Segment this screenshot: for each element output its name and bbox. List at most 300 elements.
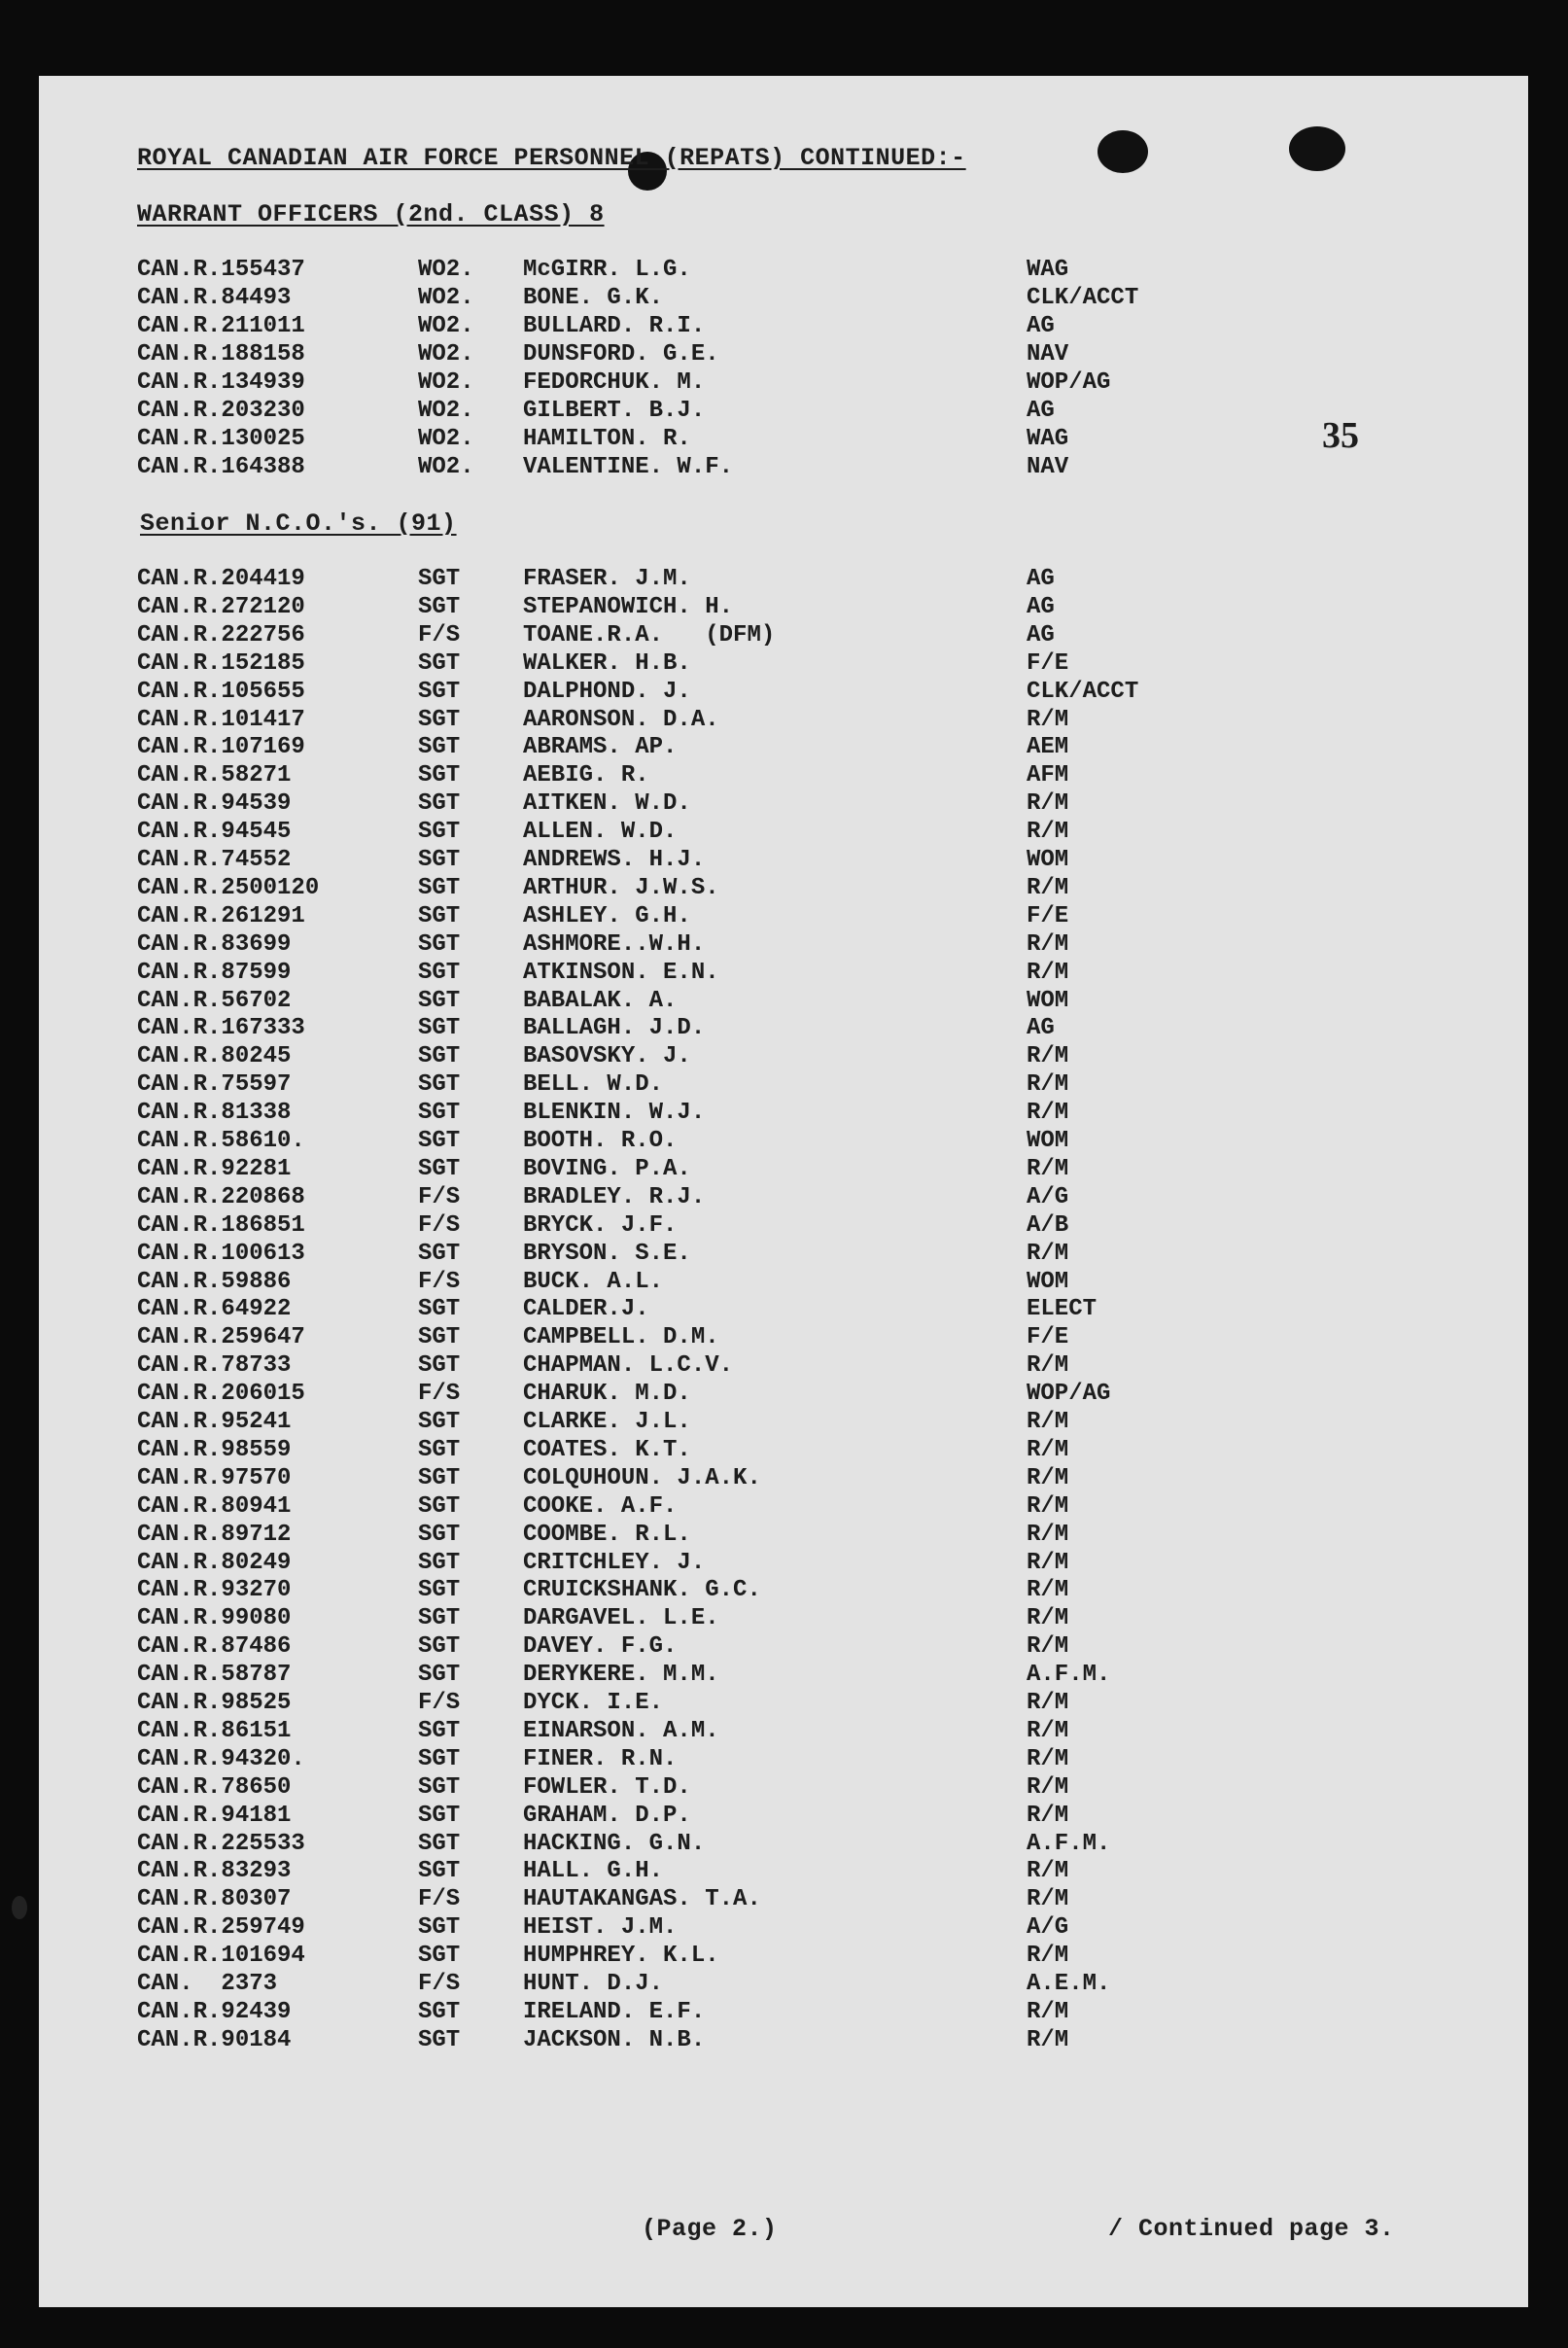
name: AARONSON. D.A.	[523, 706, 719, 733]
name: HAUTAKANGAS. T.A.	[523, 1886, 761, 1913]
personnel-row	[39, 313, 1528, 341]
rank: SGT	[418, 1521, 461, 1548]
name: IRELAND. E.F.	[523, 1998, 706, 2025]
rank: SGT	[418, 1773, 461, 1801]
rank: SGT	[418, 762, 461, 789]
service-number: CAN.R.204419	[137, 566, 305, 592]
name: HUNT. D.J.	[523, 1971, 664, 1997]
service-number: CAN.R.83699	[137, 930, 292, 958]
personnel-row	[39, 398, 1528, 426]
name: BULLARD. R.I.	[523, 313, 706, 339]
service-number: CAN.R.100613	[137, 1240, 305, 1267]
name: CRITCHLEY. J.	[523, 1549, 706, 1576]
name: FEDORCHUK. M.	[523, 369, 706, 396]
name: HUMPHREY. K.L.	[523, 1943, 719, 1970]
personnel-row	[39, 1746, 1528, 1774]
name: COOKE. A.F.	[523, 1492, 678, 1520]
personnel-row	[39, 1015, 1528, 1043]
name: BLENKIN. W.J.	[523, 1100, 706, 1127]
trade: NAV	[1027, 454, 1069, 480]
trade: R/M	[1027, 1409, 1069, 1435]
name: DARGAVEL. L.E.	[523, 1605, 719, 1632]
rank: F/S	[418, 1971, 461, 1997]
name: BUCK. A.L.	[523, 1268, 664, 1295]
rank: SGT	[418, 1943, 461, 1970]
trade: R/M	[1027, 1071, 1069, 1099]
name: ANDREWS. H.J.	[523, 847, 706, 873]
rank: SGT	[418, 1914, 461, 1942]
service-number: CAN.R.80941	[137, 1492, 292, 1520]
trade: CLK/ACCT	[1027, 285, 1139, 311]
personnel-row	[39, 790, 1528, 819]
handwritten-page-number: 35	[1322, 415, 1359, 456]
service-number: CAN.R.211011	[137, 313, 305, 339]
rank: SGT	[418, 734, 461, 761]
personnel-row	[39, 1100, 1528, 1128]
service-number: CAN.R.152185	[137, 649, 305, 677]
trade: WOM	[1027, 847, 1069, 873]
rank: F/S	[418, 1886, 461, 1913]
rank: SGT	[418, 1633, 461, 1661]
rank: WO2.	[418, 426, 474, 452]
trade: AG	[1027, 593, 1055, 620]
service-number: CAN.R.59886	[137, 1268, 292, 1295]
service-number: CAN.R.261291	[137, 902, 305, 929]
personnel-row	[39, 1437, 1528, 1465]
personnel-row	[39, 426, 1528, 454]
rank: SGT	[418, 678, 461, 705]
name: FINER. R.N.	[523, 1745, 678, 1772]
service-number: CAN.R.167333	[137, 1015, 305, 1042]
personnel-row	[39, 1043, 1528, 1071]
personnel-row	[39, 679, 1528, 707]
service-number: CAN.R.64922	[137, 1296, 292, 1323]
rank: SGT	[418, 874, 461, 901]
rank: SGT	[418, 1998, 461, 2025]
name: BELL. W.D.	[523, 1071, 664, 1099]
name: HAMILTON. R.	[523, 426, 691, 452]
trade: A/G	[1027, 1183, 1069, 1210]
trade: AG	[1027, 313, 1055, 339]
personnel-row	[39, 1831, 1528, 1859]
personnel-row	[39, 1352, 1528, 1381]
rank: SGT	[418, 649, 461, 677]
trade: R/M	[1027, 1858, 1069, 1885]
service-number: CAN.R.87486	[137, 1633, 292, 1661]
personnel-row	[39, 819, 1528, 847]
name: BRYCK. J.F.	[523, 1211, 678, 1239]
personnel-row	[39, 454, 1528, 482]
name: DERYKERE. M.M.	[523, 1662, 719, 1689]
trade: R/M	[1027, 1605, 1069, 1632]
name: BASOVSKY. J.	[523, 1043, 691, 1070]
personnel-row	[39, 1858, 1528, 1886]
personnel-row	[39, 566, 1528, 594]
name: FOWLER. T.D.	[523, 1773, 691, 1801]
personnel-row	[39, 1409, 1528, 1437]
trade: F/E	[1027, 1324, 1069, 1351]
service-number: CAN.R.78650	[137, 1773, 292, 1801]
service-number: CAN.R.94320.	[137, 1745, 305, 1772]
trade: R/M	[1027, 1998, 1069, 2025]
personnel-row	[39, 960, 1528, 988]
name: AEBIG. R.	[523, 762, 649, 789]
name: ASHMORE..W.H.	[523, 930, 706, 958]
rank: SGT	[418, 1858, 461, 1885]
name: ARTHUR. J.W.S.	[523, 874, 719, 901]
rank: SGT	[418, 790, 461, 818]
personnel-row	[39, 1493, 1528, 1522]
trade: NAV	[1027, 341, 1069, 368]
personnel-row	[39, 1269, 1528, 1297]
trade: AG	[1027, 1015, 1055, 1042]
personnel-row	[39, 594, 1528, 622]
rank: SGT	[418, 930, 461, 958]
personnel-row	[39, 285, 1528, 313]
service-number: CAN.R.74552	[137, 847, 292, 873]
service-number: CAN.R.105655	[137, 678, 305, 705]
name: GILBERT. B.J.	[523, 398, 706, 424]
personnel-row	[39, 1633, 1528, 1662]
rank: F/S	[418, 1183, 461, 1210]
service-number: CAN.R.78733	[137, 1352, 292, 1380]
personnel-row	[39, 2027, 1528, 2055]
service-number: CAN.R.58787	[137, 1662, 292, 1689]
punch-hole	[1289, 126, 1345, 171]
trade: R/M	[1027, 1492, 1069, 1520]
rank: WO2.	[418, 341, 474, 368]
rank: SGT	[418, 819, 461, 846]
rank: SGT	[418, 1296, 461, 1323]
personnel-row	[39, 1605, 1528, 1633]
service-number: CAN.R.56702	[137, 987, 292, 1014]
trade: WAG	[1027, 426, 1069, 452]
trade: R/M	[1027, 706, 1069, 733]
name: FRASER. J.M.	[523, 566, 691, 592]
trade: WOP/AG	[1027, 1381, 1111, 1408]
personnel-row	[39, 341, 1528, 369]
section-heading-senior-ncos: Senior N.C.O.'s. (91)	[140, 509, 457, 538]
service-number: CAN.R.98525	[137, 1690, 292, 1716]
service-number: CAN.R.2500120	[137, 874, 320, 901]
trade: F/E	[1027, 649, 1069, 677]
personnel-row	[39, 1071, 1528, 1100]
trade: AG	[1027, 398, 1055, 424]
rank: SGT	[418, 1155, 461, 1182]
name: ASHLEY. G.H.	[523, 902, 691, 929]
name: EINARSON. A.M.	[523, 1717, 719, 1744]
name: BOOTH. R.O.	[523, 1128, 678, 1154]
service-number: CAN.R.164388	[137, 454, 305, 480]
service-number: CAN.R.222756	[137, 621, 305, 648]
name: BOVING. P.A.	[523, 1155, 691, 1182]
trade: R/M	[1027, 1633, 1069, 1661]
personnel-row	[39, 1577, 1528, 1605]
trade: R/M	[1027, 1155, 1069, 1182]
trade: WOM	[1027, 1268, 1069, 1295]
trade: WOM	[1027, 987, 1069, 1014]
document-title: ROYAL CANADIAN AIR FORCE PERSONNEL (REPATS) CONTINUED:-	[137, 144, 966, 172]
personnel-row	[39, 257, 1528, 285]
personnel-row	[39, 847, 1528, 875]
name: JACKSON. N.B.	[523, 2026, 706, 2053]
service-number: CAN.R.220868	[137, 1183, 305, 1210]
service-number: CAN.R.86151	[137, 1717, 292, 1744]
personnel-row	[39, 707, 1528, 735]
trade: WOM	[1027, 1128, 1069, 1154]
personnel-row	[39, 1156, 1528, 1184]
rank: SGT	[418, 987, 461, 1014]
trade: AG	[1027, 566, 1055, 592]
service-number: CAN.R.90184	[137, 2026, 292, 2053]
rank: SGT	[418, 1100, 461, 1127]
service-number: CAN.R.92439	[137, 1998, 292, 2025]
personnel-row	[39, 1914, 1528, 1943]
trade: R/M	[1027, 1464, 1069, 1491]
service-number: CAN.R.95241	[137, 1409, 292, 1435]
trade: R/M	[1027, 1773, 1069, 1801]
service-number: CAN.R.80307	[137, 1886, 292, 1913]
service-number: CAN.R.84493	[137, 285, 292, 311]
trade: A/B	[1027, 1211, 1069, 1239]
name: DALPHOND. J.	[523, 678, 691, 705]
trade: F/E	[1027, 902, 1069, 929]
personnel-row	[39, 931, 1528, 960]
name: COLQUHOUN. J.A.K.	[523, 1464, 761, 1491]
personnel-row	[39, 1999, 1528, 2027]
section-heading-warrant-officers: WARRANT OFFICERS (2nd. CLASS) 8	[137, 200, 605, 228]
service-number: CAN.R.94545	[137, 819, 292, 846]
trade: AFM	[1027, 762, 1069, 789]
rank: SGT	[418, 1464, 461, 1491]
rank: SGT	[418, 2026, 461, 2053]
personnel-row	[39, 1465, 1528, 1493]
service-number: CAN.R.80249	[137, 1549, 292, 1576]
trade: R/M	[1027, 1886, 1069, 1913]
service-number: CAN.R.134939	[137, 369, 305, 396]
rank: SGT	[418, 847, 461, 873]
service-number: CAN.R.101694	[137, 1943, 305, 1970]
rank: SGT	[418, 1577, 461, 1604]
name: HALL. G.H.	[523, 1858, 664, 1885]
trade: A.F.M.	[1027, 1662, 1111, 1689]
trade: AEM	[1027, 734, 1069, 761]
rank: SGT	[418, 1128, 461, 1154]
name: DAVEY. F.G.	[523, 1633, 678, 1661]
trade: A.F.M.	[1027, 1830, 1111, 1857]
name: CHAPMAN. L.C.V.	[523, 1352, 734, 1380]
personnel-row	[39, 1212, 1528, 1241]
service-number: CAN.R.58610.	[137, 1128, 305, 1154]
service-number: CAN.R.87599	[137, 959, 292, 986]
trade: R/M	[1027, 1043, 1069, 1070]
personnel-row	[39, 1296, 1528, 1324]
name: COATES. K.T.	[523, 1436, 691, 1463]
service-number: CAN.R.58271	[137, 762, 292, 789]
service-number: CAN.R.80245	[137, 1043, 292, 1070]
service-number: CAN.R.93270	[137, 1577, 292, 1604]
name: HEIST. J.M.	[523, 1914, 678, 1942]
service-number: CAN.R.75597	[137, 1071, 292, 1099]
service-number: CAN.R.203230	[137, 398, 305, 424]
name: COOMBE. R.L.	[523, 1521, 691, 1548]
trade: R/M	[1027, 930, 1069, 958]
name: HACKING. G.N.	[523, 1830, 706, 1857]
trade: R/M	[1027, 2026, 1069, 2053]
service-number: CAN.R.81338	[137, 1100, 292, 1127]
service-number: CAN.R.98559	[137, 1436, 292, 1463]
rank: SGT	[418, 1745, 461, 1772]
rank: SGT	[418, 1802, 461, 1829]
service-number: CAN.R.259647	[137, 1324, 305, 1351]
trade: WAG	[1027, 257, 1069, 283]
personnel-row	[39, 1943, 1528, 1971]
name: CHARUK. M.D.	[523, 1381, 691, 1408]
rank: SGT	[418, 1717, 461, 1744]
rank: F/S	[418, 1690, 461, 1716]
rank: F/S	[418, 621, 461, 648]
rank: SGT	[418, 1043, 461, 1070]
personnel-row	[39, 1803, 1528, 1831]
rank: WO2.	[418, 454, 474, 480]
rank: SGT	[418, 1436, 461, 1463]
rank: WO2.	[418, 285, 474, 311]
trade: ELECT	[1027, 1296, 1098, 1323]
rank: F/S	[418, 1381, 461, 1408]
personnel-row	[39, 1774, 1528, 1803]
trade: R/M	[1027, 819, 1069, 846]
name: CALDER.J.	[523, 1296, 649, 1323]
rank: SGT	[418, 1409, 461, 1435]
trade: R/M	[1027, 1943, 1069, 1970]
trade: AG	[1027, 621, 1055, 648]
name: CAMPBELL. D.M.	[523, 1324, 719, 1351]
name: BALLAGH. J.D.	[523, 1015, 706, 1042]
rank: F/S	[418, 1211, 461, 1239]
service-number: CAN.R.97570	[137, 1464, 292, 1491]
name: CLARKE. J.L.	[523, 1409, 691, 1435]
trade: R/M	[1027, 1100, 1069, 1127]
trade: R/M	[1027, 1436, 1069, 1463]
rank: SGT	[418, 593, 461, 620]
name: BABALAK. A.	[523, 987, 678, 1014]
personnel-row	[39, 1522, 1528, 1550]
personnel-row	[39, 762, 1528, 790]
personnel-row	[39, 1662, 1528, 1690]
rank: SGT	[418, 902, 461, 929]
trade: R/M	[1027, 1802, 1069, 1829]
personnel-row	[39, 1184, 1528, 1212]
personnel-row	[39, 875, 1528, 903]
service-number: CAN.R.130025	[137, 426, 305, 452]
personnel-row	[39, 650, 1528, 679]
trade: R/M	[1027, 1690, 1069, 1716]
service-number: CAN.R.186851	[137, 1211, 305, 1239]
trade: R/M	[1027, 1717, 1069, 1744]
service-number: CAN.R.206015	[137, 1381, 305, 1408]
personnel-row	[39, 1550, 1528, 1578]
rank: SGT	[418, 566, 461, 592]
service-number: CAN.R.155437	[137, 257, 305, 283]
service-number: CAN. 2373	[137, 1971, 278, 1997]
personnel-row	[39, 734, 1528, 762]
service-number: CAN.R.272120	[137, 593, 305, 620]
service-number: CAN.R.188158	[137, 341, 305, 368]
trade: R/M	[1027, 1352, 1069, 1380]
name: BRYSON. S.E.	[523, 1240, 691, 1267]
name: GRAHAM. D.P.	[523, 1802, 691, 1829]
rank: SGT	[418, 1352, 461, 1380]
name: McGIRR. L.G.	[523, 257, 691, 283]
trade: R/M	[1027, 1577, 1069, 1604]
trade: R/M	[1027, 874, 1069, 901]
trade: A.E.M.	[1027, 1971, 1111, 1997]
rank: WO2.	[418, 313, 474, 339]
service-number: CAN.R.89712	[137, 1521, 292, 1548]
personnel-row	[39, 1381, 1528, 1409]
rank: SGT	[418, 1071, 461, 1099]
document-page	[39, 76, 1528, 2307]
personnel-row	[39, 988, 1528, 1016]
continued-note: / Continued page 3.	[1108, 2215, 1395, 2243]
name: BONE. G.K.	[523, 285, 664, 311]
service-number: CAN.R.94539	[137, 790, 292, 818]
rank: SGT	[418, 1662, 461, 1689]
rank: SGT	[418, 706, 461, 733]
trade: R/M	[1027, 1745, 1069, 1772]
scan-artifact	[12, 1896, 27, 1919]
name: ABRAMS. AP.	[523, 734, 678, 761]
personnel-row	[39, 622, 1528, 650]
trade: CLK/ACCT	[1027, 678, 1139, 705]
name: STEPANOWICH. H.	[523, 593, 734, 620]
personnel-row	[39, 903, 1528, 931]
name: AITKEN. W.D.	[523, 790, 691, 818]
personnel-row	[39, 1128, 1528, 1156]
rank: F/S	[418, 1268, 461, 1295]
name: VALENTINE. W.F.	[523, 454, 734, 480]
trade: R/M	[1027, 1521, 1069, 1548]
service-number: CAN.R.94181	[137, 1802, 292, 1829]
service-number: CAN.R.99080	[137, 1605, 292, 1632]
service-number: CAN.R.92281	[137, 1155, 292, 1182]
personnel-row	[39, 1241, 1528, 1269]
rank: SGT	[418, 1492, 461, 1520]
service-number: CAN.R.225533	[137, 1830, 305, 1857]
rank: WO2.	[418, 257, 474, 283]
trade: R/M	[1027, 959, 1069, 986]
trade: R/M	[1027, 1240, 1069, 1267]
service-number: CAN.R.259749	[137, 1914, 305, 1942]
personnel-row	[39, 1886, 1528, 1914]
name: WALKER. H.B.	[523, 649, 691, 677]
name: CRUICKSHANK. G.C.	[523, 1577, 761, 1604]
personnel-row	[39, 1690, 1528, 1718]
rank: WO2.	[418, 398, 474, 424]
rank: SGT	[418, 1830, 461, 1857]
rank: SGT	[418, 959, 461, 986]
service-number: CAN.R.83293	[137, 1858, 292, 1885]
service-number: CAN.R.107169	[137, 734, 305, 761]
name: BRADLEY. R.J.	[523, 1183, 706, 1210]
rank: SGT	[418, 1240, 461, 1267]
punch-hole	[1098, 130, 1148, 173]
name: TOANE.R.A. (DFM)	[523, 621, 776, 648]
personnel-row	[39, 1718, 1528, 1746]
trade: WOP/AG	[1027, 369, 1111, 396]
page-label: (Page 2.)	[642, 2215, 778, 2243]
trade: A/G	[1027, 1914, 1069, 1942]
